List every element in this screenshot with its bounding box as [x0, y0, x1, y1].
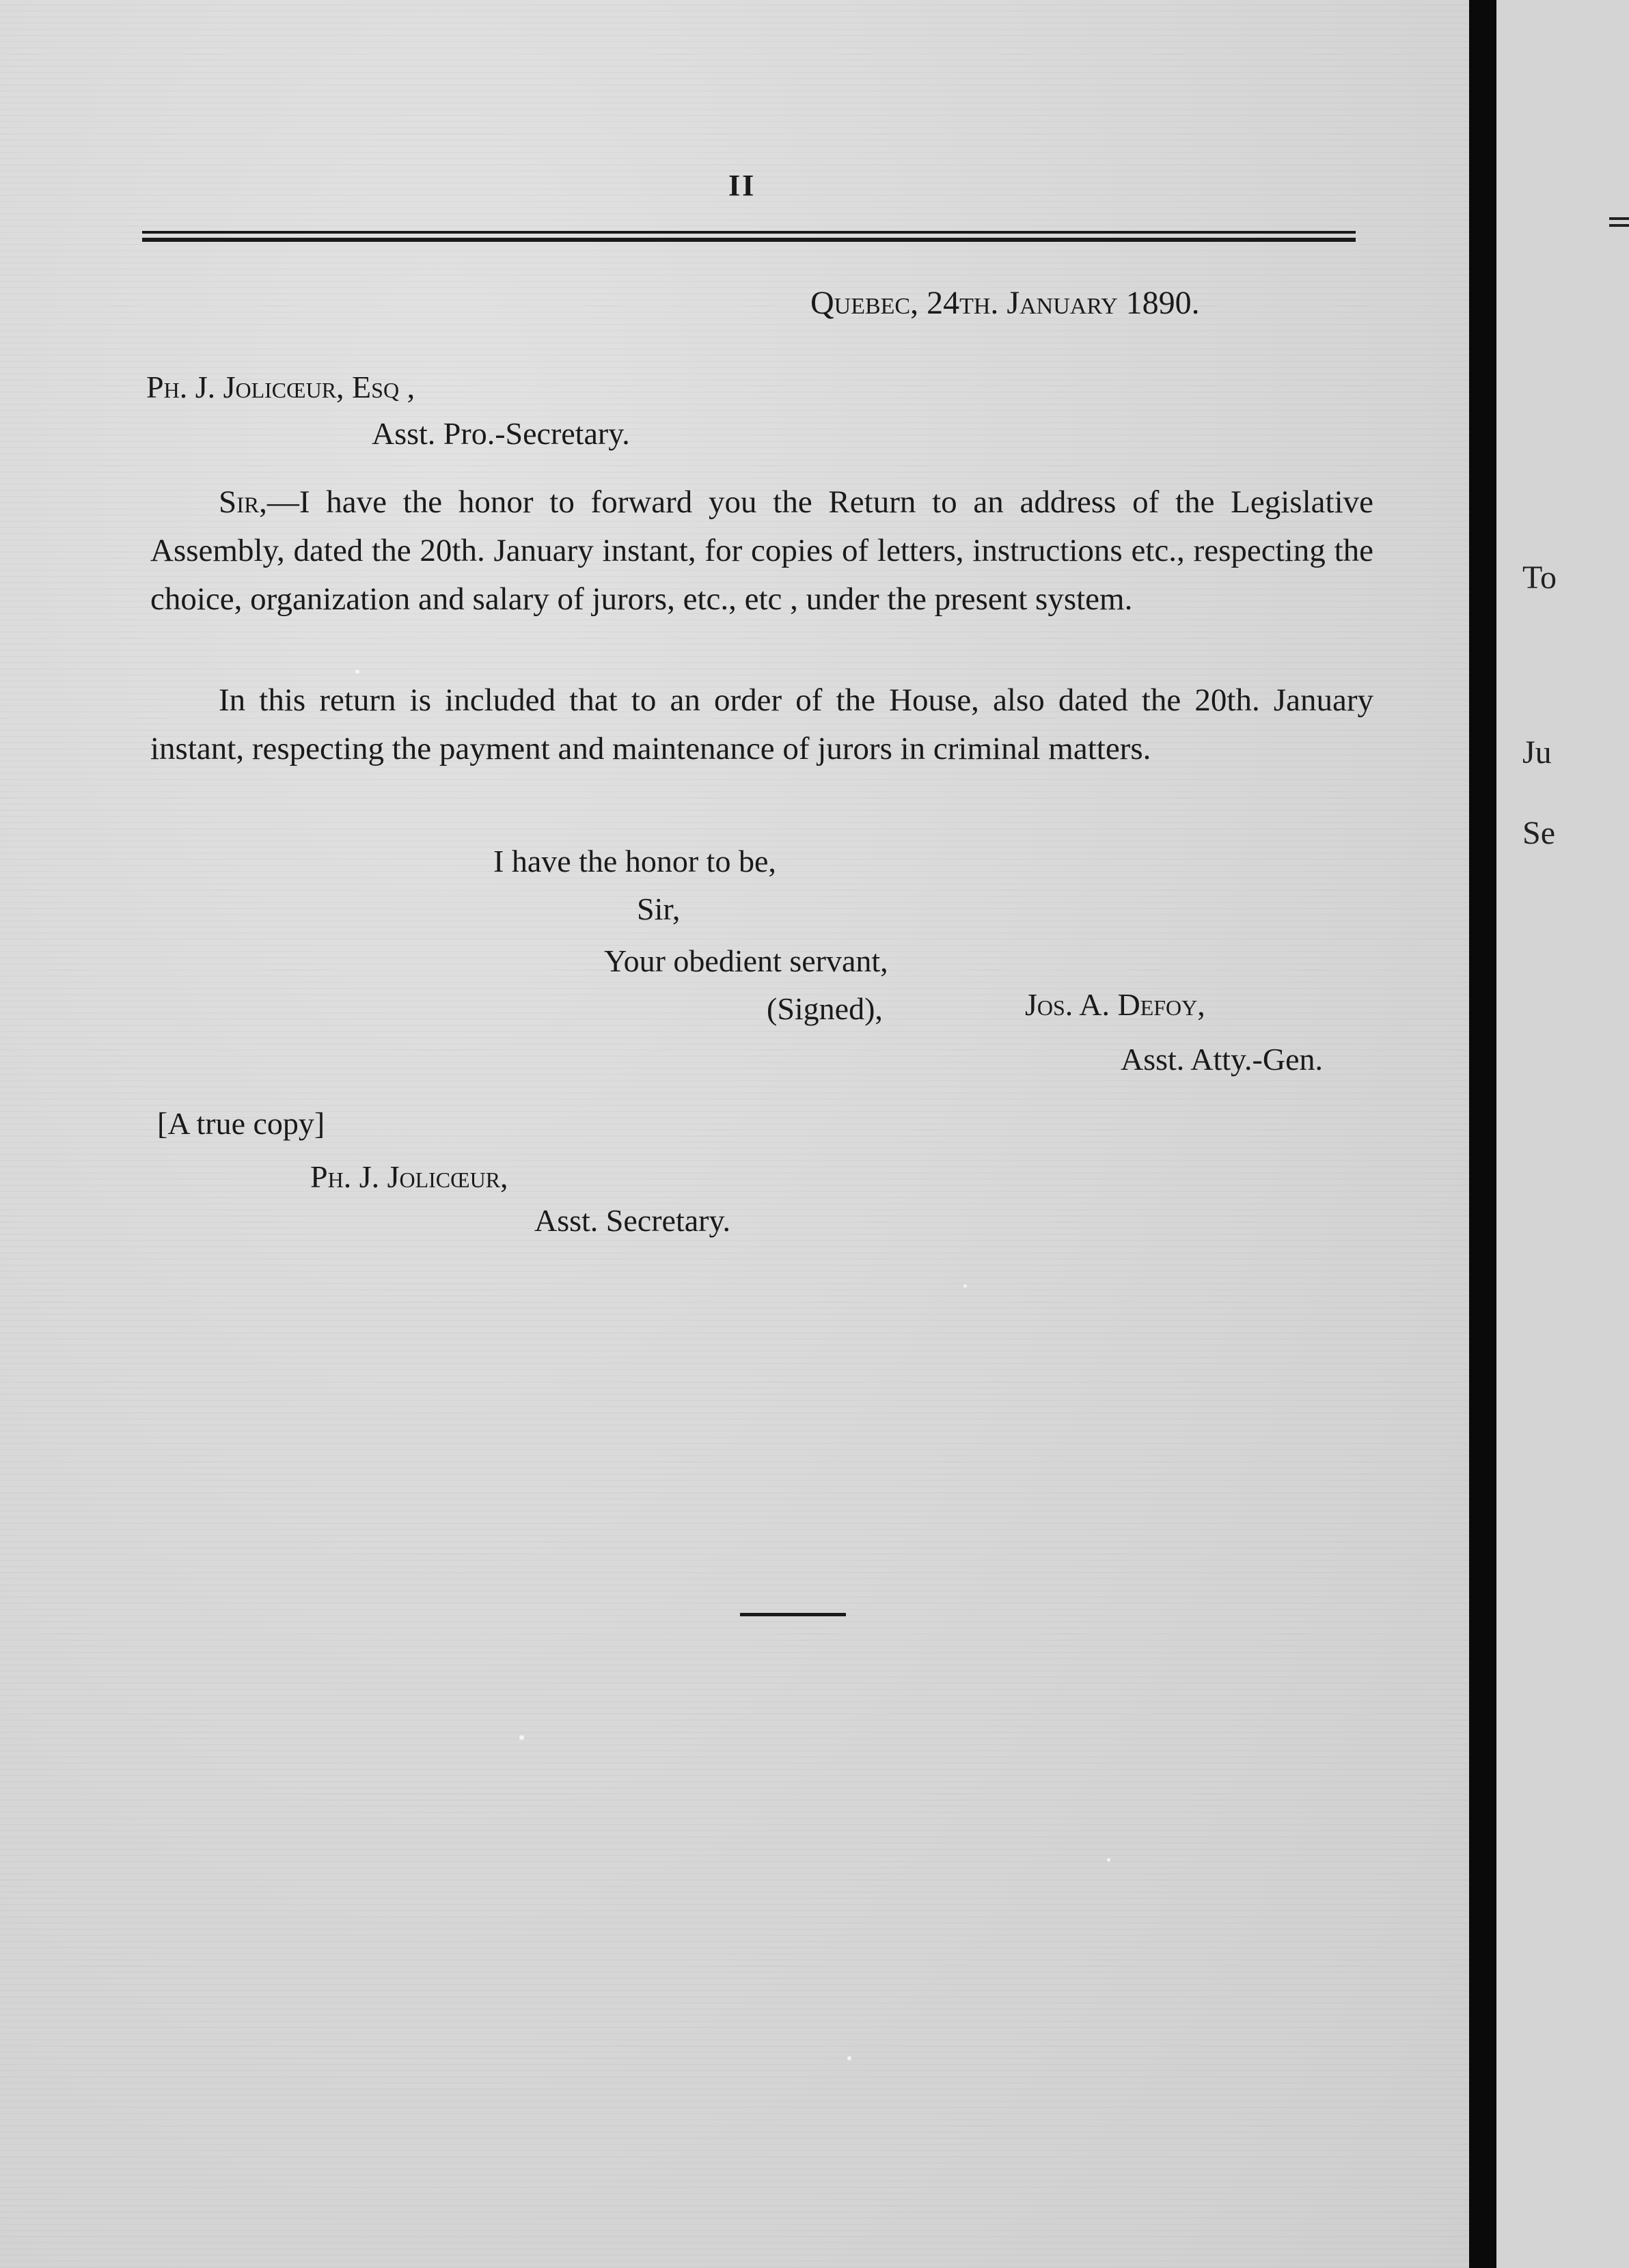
footer-rule	[740, 1613, 846, 1616]
adjacent-fragment-1: To	[1522, 559, 1557, 596]
closing-line-2: Sir,	[637, 891, 681, 926]
closing-line-1: I have the honor to be,	[493, 844, 776, 879]
dateline: Quebec, 24th. January 1890.	[810, 285, 1200, 321]
letter-paragraph-2	[150, 676, 1373, 773]
signer-title: Asst. Atty.-Gen.	[1121, 1042, 1324, 1077]
paper-speck	[519, 1735, 524, 1740]
page-fold-shadow	[1469, 0, 1496, 2268]
paragraph-2-text: In this return is included that to an order of the House, also dated the 20th. January instant, respecting the payment and maintenance of jurors in criminal matters.	[150, 682, 1373, 766]
signed-label: (Signed),	[767, 991, 883, 1026]
adjacent-page-rule	[1609, 217, 1629, 227]
paragraph-1-text: —I have the honor to forward you the Return to an address of the Legislative Assembly, dated the 20th. January instant, for copies of letters, instructions etc., respecting the choice, organization and salary of jurors, etc., etc , under the present system.	[150, 484, 1373, 617]
certifier-name: Ph. J. Jolicœur,	[310, 1159, 508, 1194]
closing-line-3: Your obedient servant,	[604, 943, 888, 978]
signer-name: Jos. A. Defoy,	[1025, 987, 1205, 1022]
true-copy-label: [A true copy]	[157, 1106, 325, 1141]
letter-paragraph-1	[150, 478, 1373, 624]
addressee-title: Asst. Pro.-Secretary.	[372, 416, 630, 451]
paper-speck	[355, 669, 359, 674]
salutation: Sir,	[219, 484, 267, 520]
addressee-name: Ph. J. Jolicœur, Esq ,	[146, 370, 415, 404]
adjacent-page-edge	[1496, 0, 1629, 2268]
adjacent-fragment-3: Se	[1522, 815, 1555, 851]
certifier-title: Asst. Secretary.	[534, 1203, 730, 1238]
paper-speck	[963, 1284, 967, 1288]
page-number: II	[728, 169, 756, 202]
header-rule	[142, 231, 1356, 234]
paper-speck	[847, 2056, 851, 2060]
adjacent-fragment-2: Ju	[1522, 734, 1552, 771]
paper-speck	[1107, 1858, 1110, 1862]
header-rule-thick	[142, 238, 1356, 242]
